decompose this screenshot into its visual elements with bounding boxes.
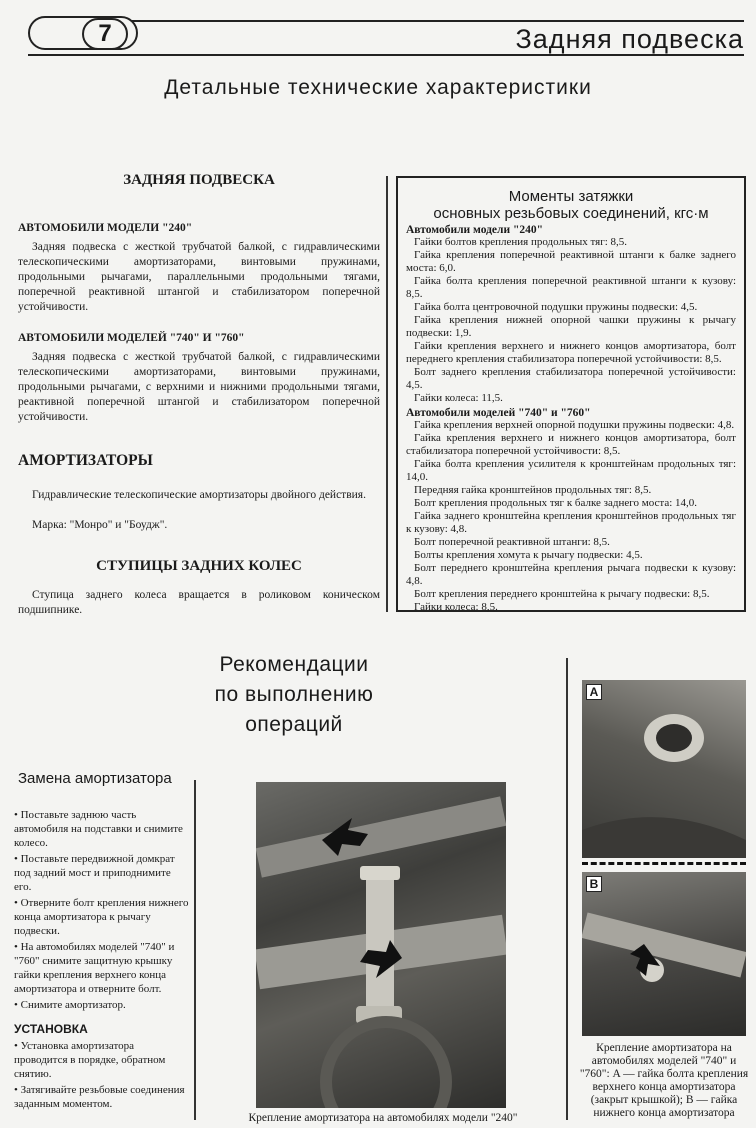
torque-row: Гайка болта центровочной подушки пружины подвески: 4,5. (414, 301, 698, 313)
model740-text: Задняя подвеска с жесткой трубчатой балкой, с гидравлическими телескопическими амортизаторами, винтовыми пружинами, продольными рычагами, с верхними и нижними продольными тягами, реактивной поперечной штангой и стабилизатором поперечной устойчивости. (18, 351, 380, 423)
torque-model240-list (406, 236, 736, 405)
shock-lower-photo (582, 872, 746, 1036)
torque-row: Гайки колеса: 11,5. (414, 392, 503, 404)
torque-row: Болт заднего крепления стабилизатора поперечной устойчивости: 4,5. (406, 366, 736, 391)
shock-heading: АМОРТИЗАТОРЫ (18, 452, 153, 469)
steps-divider (194, 780, 196, 1120)
torque-model240-heading: Автомобили модели "240" (406, 224, 544, 236)
photo-separator (582, 862, 746, 865)
photo-a-illustration (582, 680, 746, 858)
shock-text: Гидравлические телескопические амортизаторы двойного действия. (32, 489, 366, 501)
torque-row: Болт поперечной реактивной штанги: 8,5. (414, 536, 610, 548)
torque-row: Гайка крепления верхнего и нижнего концов амортизатора, болт стабилизатора поперечной устойчивости: 8,5. (406, 432, 736, 457)
torque-model740-heading: Автомобили моделей "740" и "760" (406, 407, 591, 419)
torque-row: Гайка крепления поперечной реактивной штанги к балке заднего моста: 6,0. (406, 249, 736, 274)
torque-model740-list (406, 419, 736, 614)
specs-title: Детальные технические характеристики (164, 76, 592, 99)
replacement-heading: Замена амортизатора (18, 770, 172, 787)
hubs-text: Ступица заднего колеса вращается в роликовом коническом подшипнике. (18, 589, 380, 616)
photo-illustration (256, 782, 506, 1108)
model740-heading: АВТОМОБИЛИ МОДЕЛЕЙ "740" И "760" (18, 332, 245, 344)
torque-row: Передняя гайка кронштейнов продольных тяг: 8,5. (414, 484, 652, 496)
main-photo-caption: Крепление амортизатора на автомобилях модели "240" (248, 1112, 518, 1124)
chapter-number: 7 (82, 18, 128, 50)
side-photo-caption: Крепление амортизатора на автомобилях моделей "740" и "760": A — гайка болта крепления верхнего конца амортизатора (закрыт крышкой); B — гайка нижнего конца амортизатора (579, 1042, 749, 1119)
model240-heading: АВТОМОБИЛИ МОДЕЛИ "240" (18, 222, 193, 234)
torque-row: Гайки крепления верхнего и нижнего концов амортизатора, болт переднего крепления стабилизатора поперечной устойчивости: 8,5. (406, 340, 736, 365)
chapter-title: Задняя подвеска (515, 24, 744, 54)
install-step-item: • Установка амортизатора проводится в порядке, обратном снятию. (14, 1040, 166, 1080)
torque-row: Гайка крепления нижней опорной чашки пружины к рычагу подвески: 1,9. (406, 314, 736, 339)
torque-title-2: основных резьбовых соединений, кгс·м (433, 205, 709, 222)
torque-row: Гайка крепления верхней опорной подушки пружины подвески: 4,8. (414, 419, 735, 431)
shock-upper-photo (582, 680, 746, 858)
install-heading: УСТАНОВКА (14, 1022, 88, 1036)
model240-text: Задняя подвеска с жесткой трубчатой балкой, с гидравлическими телескопическими амортизаторами, винтовыми пружинами, продольными рычагами, параллельными продольными тягами, поперечной реактивной штангой и стабилизатором поперечной устойчивости. (18, 241, 380, 313)
column-divider (386, 176, 388, 612)
install-step-item: • Затягивайте резьбовые соединения заданным моментом. (14, 1084, 185, 1110)
torque-title-1: Моменты затяжки (508, 188, 634, 205)
shock-mount-photo-240 (256, 782, 506, 1108)
rec-title-line3: операций (245, 713, 343, 736)
torque-row: Гайка болта крепления поперечной реактивной штанги к кузову: 8,5. (406, 275, 736, 300)
rear-suspension-heading: ЗАДНЯЯ ПОДВЕСКА (123, 172, 275, 188)
torque-row: Гайка заднего кронштейна крепления кронштейнов продольных тяг к кузову: 4,8. (406, 510, 736, 535)
shock-brand: Марка: "Монро" и "Боудж". (32, 519, 168, 531)
recommendations-title (194, 650, 394, 740)
photo-label-b: B (586, 876, 602, 892)
header-rule (88, 20, 744, 22)
torque-table (396, 176, 746, 612)
torque-row: Гайки болтов крепления продольных тяг: 8,5. (414, 236, 628, 248)
figure-divider (566, 658, 568, 1120)
step-item: • Поставьте заднюю часть автомобиля на подставки и снимите колесо. (14, 809, 183, 849)
replacement-steps (14, 808, 190, 1113)
rec-title-line1: Рекомендации (219, 653, 369, 676)
rec-title-line2: по выполнению (214, 683, 374, 706)
step-item: • На автомобилях моделей "740" и "760" снимите защитную крышку гайки крепления верхнего конца амортизатора и отверните болт. (14, 941, 175, 995)
torque-row: Болт крепления переднего кронштейна к рычагу подвески: 8,5. (414, 588, 710, 600)
step-item: • Поставьте передвижной домкрат под задний мост и приподнимите его. (14, 853, 175, 893)
hubs-heading: СТУПИЦЫ ЗАДНИХ КОЛЕС (96, 558, 302, 574)
torque-row: Болт крепления продольных тяг к балке заднего моста: 14,0. (414, 497, 698, 509)
photo-b-illustration (582, 872, 746, 1036)
torque-row: Гайки колеса: 8,5. (414, 601, 498, 613)
step-item: • Отверните болт крепления нижнего конца амортизатора к рычагу подвески. (14, 897, 189, 937)
torque-row: Гайка болта крепления усилителя к кронштейнам продольных тяг: 14,0. (406, 458, 736, 483)
install-list (14, 1039, 190, 1111)
steps-list (14, 808, 190, 1012)
photo-label-a: A (586, 684, 602, 700)
header-bottom-rule (28, 54, 744, 56)
torque-row: Болт переднего кронштейна крепления рычага подвески к кузову: 4,8. (406, 562, 736, 587)
step-item: • Снимите амортизатор. (14, 999, 126, 1011)
torque-row: Болты крепления хомута к рычагу подвески: 4,5. (414, 549, 643, 561)
